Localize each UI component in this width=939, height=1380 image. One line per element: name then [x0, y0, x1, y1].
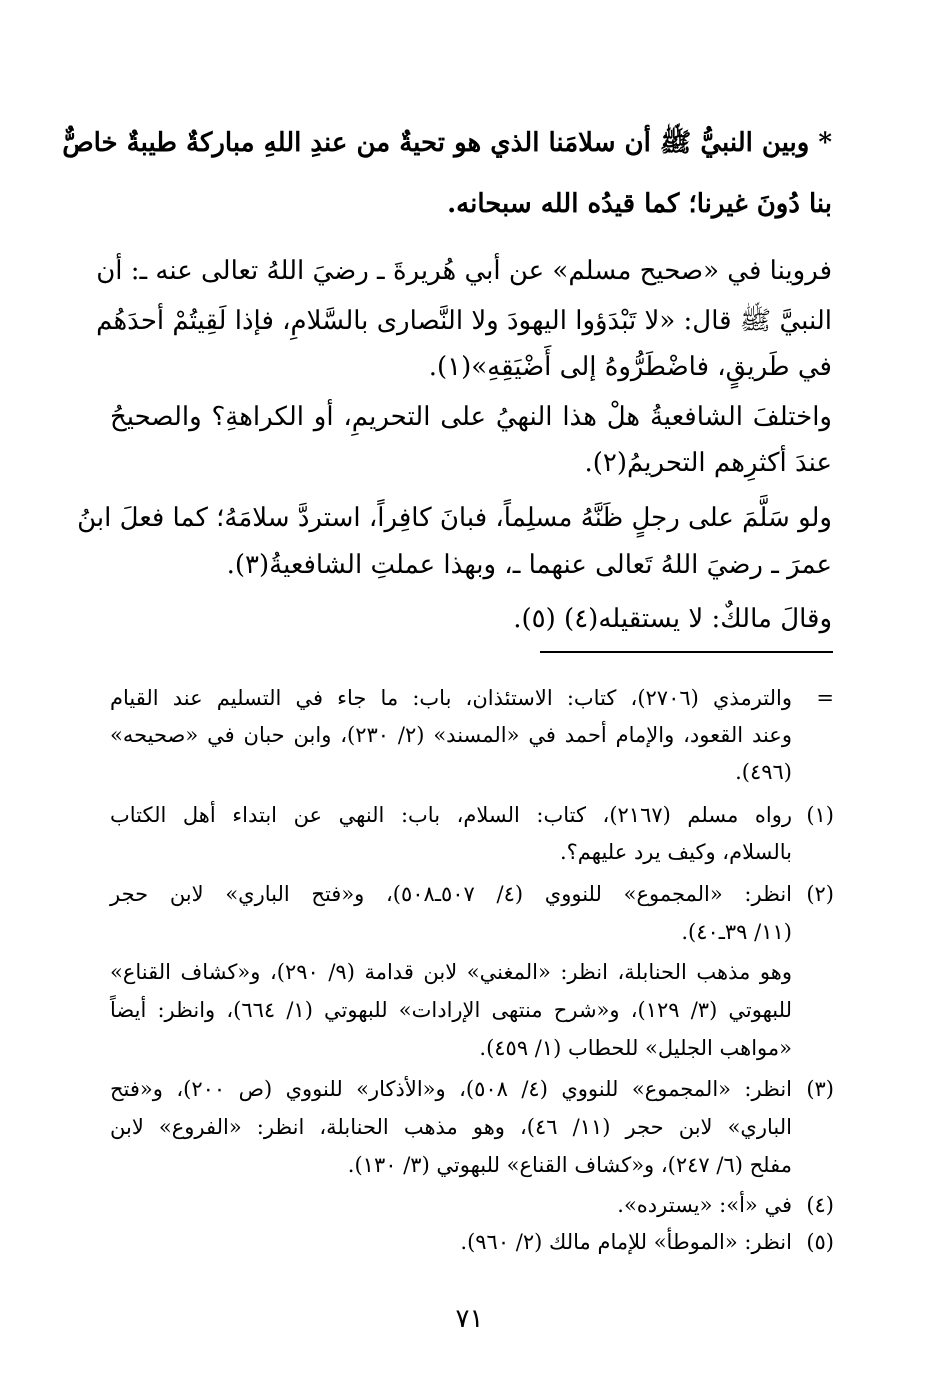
- footnote-item: [110, 717, 834, 753]
- footnote-item: [110, 1071, 834, 1107]
- main-line: عمرَ ـ رضيَ اللهُ تَعالى عنهما ـ، وبهذا عملتِ الشافعيةُ(٣).: [226, 550, 832, 580]
- footnote-item: [110, 754, 834, 790]
- footnote-number: (٢): [806, 882, 834, 906]
- footnote-number: (٣): [806, 1077, 834, 1101]
- footnote-line: (٤٩٦).: [735, 760, 792, 784]
- footnote-line: في «أ»: «يسترده».: [617, 1193, 792, 1217]
- main-line: ولو سَلَّمَ على رجلٍ ظَنَّهُ مسلِماً، فبانَ كافِراً، استردَّ سلامَهُ؛ كما فعلَ ابنُ: [77, 503, 832, 533]
- footnote-line: والترمذي (٢٧٠٦)، كتاب: الاستئذان، باب: ما جاء في التسليم عند القيام: [110, 686, 792, 710]
- main-line: بنا دُونَ غيرنا؛ كما قيدُه الله سبحانه.: [447, 189, 832, 219]
- footnote-item: [110, 992, 834, 1028]
- footnote-line: انظر: «الموطأ» للإمام مالك (٢/ ٩٦٠).: [460, 1230, 792, 1254]
- page-number: ٧١: [455, 1304, 484, 1334]
- footnote-divider: [540, 651, 833, 653]
- main-line: النبيَّ ﷺ قال: «لا تَبْدَؤوا اليهودَ ولا النَّصارى بالسَّلامِ، فإذا لَقِيتُمْ أحدَهُم: [96, 306, 832, 336]
- footnote-item: [110, 1109, 834, 1145]
- footnote-item: [110, 1147, 834, 1183]
- main-line: عندَ أكثرِهم التحريمُ(٢).: [584, 448, 832, 478]
- footnote-line: بالسلام، وكيف يرد عليهم؟.: [559, 840, 792, 864]
- main-line: فروينا في «صحيح مسلم» عن أبي هُريرةَ ـ رضيَ اللهُ تعالى عنه ـ: أن: [96, 256, 832, 286]
- footnote-number: (١): [806, 803, 834, 827]
- main-line: * وبين النبيُّ ﷺ أن سلامَنا الذي هو تحيةٌ من عندِ اللهِ مباركةٌ طيبةٌ خاصٌّ: [62, 128, 832, 158]
- footnote-item: [110, 1224, 834, 1260]
- footnote-item: [110, 797, 834, 833]
- footnote-item: [110, 680, 834, 716]
- main-line: وقالَ مالكٌ: لا يستقيله(٤) (٥).: [513, 604, 832, 634]
- main-line: واختلفَ الشافعيةُ هلْ هذا النهيُ على التحريمِ، أو الكراهةِ؟ والصحيحُ: [110, 402, 832, 432]
- footnote-line: انظر: «المجموع» للنووي (٤/ ٥٠٨)، و«الأذكار» للنووي (ص ٢٠٠)، و«فتح: [110, 1077, 792, 1101]
- footnote-line: انظر: «المجموع» للنووي (٤/ ٥٠٧ـ٥٠٨)، و«فتح الباري» لابن حجر: [110, 882, 793, 906]
- footnote-line: رواه مسلم (٢١٦٧)، كتاب: السلام، باب: النهي عن ابتداء أهل الكتاب: [110, 803, 792, 827]
- footnote-line: مفلح (٦/ ٢٤٧)، و«كشاف القناع» للبهوتي (٣/ ١٣٠).: [347, 1153, 792, 1177]
- footnote-line: وعند القعود، والإمام أحمد في «المسند» (٢/ ٢٣٠)، وابن حبان في «صحيحه»: [110, 723, 792, 747]
- footnote-marker: =: [816, 686, 834, 710]
- footnote-item: [110, 834, 834, 870]
- footnote-line: الباري» لابن حجر (١١/ ٤٦)، وهو مذهب الحنابلة، انظر: «الفروع» لابن: [110, 1115, 792, 1139]
- footnote-item: [110, 1030, 834, 1066]
- footnote-item: [110, 914, 834, 950]
- main-line: في طَريقٍ، فاضْطَرُّوهُ إلى أَضْيَقِهِ»(١).: [428, 352, 832, 382]
- footnote-number: (٥): [806, 1230, 834, 1254]
- footnote-line: «مواهب الجليل» للحطاب (١/ ٤٥٩).: [479, 1036, 792, 1060]
- footnote-item: [110, 876, 834, 912]
- footnote-item: [110, 1187, 834, 1223]
- footnote-line: للبهوتي (٣/ ١٢٩)، و«شرح منتهى الإرادات» للبهوتي (١/ ٦٦٤)، وانظر: أيضاً: [110, 998, 792, 1022]
- footnote-line: وهو مذهب الحنابلة، انظر: «المغني» لابن قدامة (٩/ ٢٩٠)، و«كشاف القناع»: [110, 960, 792, 984]
- footnote-line: (١١/ ٣٩ـ٤٠).: [681, 920, 792, 944]
- footnote-item: [110, 954, 834, 990]
- footnote-number: (٤): [806, 1193, 834, 1217]
